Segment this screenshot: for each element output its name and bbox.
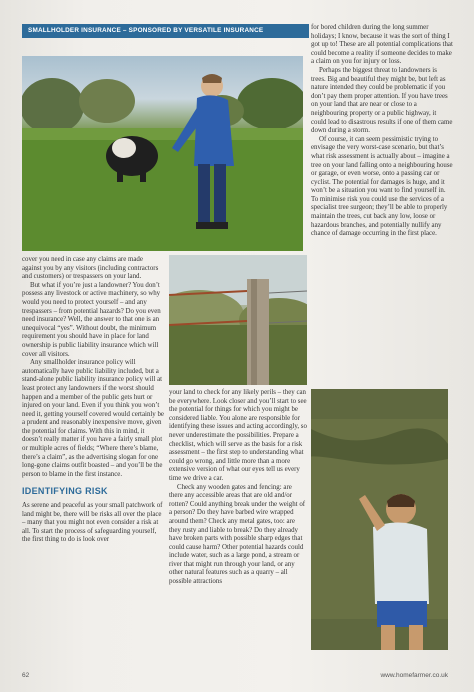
col1-paragraph-4: As serene and peaceful as your small patchwork of land might be, there will be risks all over the place – many that you might not even consider a risk at all. To start the process of safeguarding yourself, the first thing to do is look over: [22, 502, 163, 544]
col1-paragraph-3: Any smallholder insurance policy will automatically have public liability included, but a stand-alone public liability insurance policy will at least protect any landowners if the worst should happen and a member of the public gets hurt or injured on your land. Even if you think you won’t need it, getting yourself covered would certainly be a prudent and reasonably inexpensive move, given the potential for claims. With this in mind, it doesn’t really matter if you have a fairly small plot or multiple acres of fields; “Where there’s blame, there’s a claim”, as the advertising slogan for one long-gone claims outfit boasted – and you’ll be the person to blame in the first instance.: [22, 359, 164, 478]
boy-by-pond-photo: [311, 389, 448, 650]
section-heading: IDENTIFYING RISK: [22, 486, 108, 497]
col3-paragraph-2: Perhaps the biggest threat to landowners is trees. Big and beautiful they might be, but left as nature intended they could be problematic if you don’t pay them proper attention. If you have trees on your land that are near or close to a neighbouring property or a public highway, it could lead to disastrous results if one of them came down during a storm.: [311, 66, 453, 135]
fence-illustration: [169, 255, 307, 385]
fence-photo: [169, 255, 307, 385]
col2-paragraph-1: your land to check for any likely perils – they can be everywhere. Look closer and you’ll start to see the potential for things for which you might be considered liable. You alone are responsible for identifying these issues and acting accordingly, so never underestimate the possibilities. Prepare a checklist, which will serve as the basis for a risk assessment – the first step to understanding what could go wrong, and little more than a more extensive version of what our eyes tell us every time we drive a car.: [169, 389, 307, 482]
col1-paragraph-1: cover you need in case any claims are made against you by any visitors (including contractors and customers) or trespassers on your land.: [22, 256, 159, 281]
col2-paragraph-2: Check any wooden gates and fencing: are there any accessible areas that are old and/or rotten? Could anything break under the weight of a person? Do they have barbed wire wrapped around them? Check any metal gates, too: are they rusty and liable to break? Do they already have broken parts with possible sharp edges that could cause harm? Other potential hazards could include water, such as a large pond, a stream or river that might run through your land, or any other natural features such as a quarry – all possible attractions: [169, 483, 306, 586]
boy-by-pond-illustration: [311, 389, 448, 650]
section-header: SMALLHOLDER INSURANCE – SPONSORED BY VERSATILE INSURANCE: [22, 24, 309, 38]
col3-paragraph-1: for bored children during the long summer holidays; I know, because it was the sort of thing I got up to! These are all potential complications that could become a reality if someone decides to make a claim on you for injury or loss.: [311, 24, 453, 66]
article-column-3: [311, 24, 453, 239]
col3-paragraph-3: Of course, it can seem pessimistic trying to envisage the very worst-case scenario, but that’s what risk assessment is actually about – imagine a tree on your land falling onto a neighbouring house or garage, or even worse, onto a passing car or cyclist. The potential for damages is huge, and it won’t be a situation you want to find yourself in. To minimise risk you could use the services of a specialist tree surgeon; they’ll be able to properly maintain the trees, cut back any low, loose or hazardous branches, and potentially nullify any chance of damage occurring in the first place.: [311, 135, 453, 238]
article-column-2: [169, 389, 307, 587]
page-number: 62: [22, 672, 30, 679]
article-column-1: [22, 256, 164, 545]
boy-and-calf-photo: [22, 56, 303, 251]
footer-url: www.homefarmer.co.uk: [380, 672, 448, 679]
col1-paragraph-2: But what if you’re just a landowner? You don’t possess any livestock or active machinery, so why would you need to protect yourself – and any trespassers – from potential hazards? Do you even need insurance? Well, the answer to that one is an unequivocal “yes”. Without doubt, the minimum requirement you should have in place for land ownership is public liability insurance which will cover all visitors.: [22, 281, 161, 358]
boy-and-calf-illustration: [22, 56, 303, 251]
